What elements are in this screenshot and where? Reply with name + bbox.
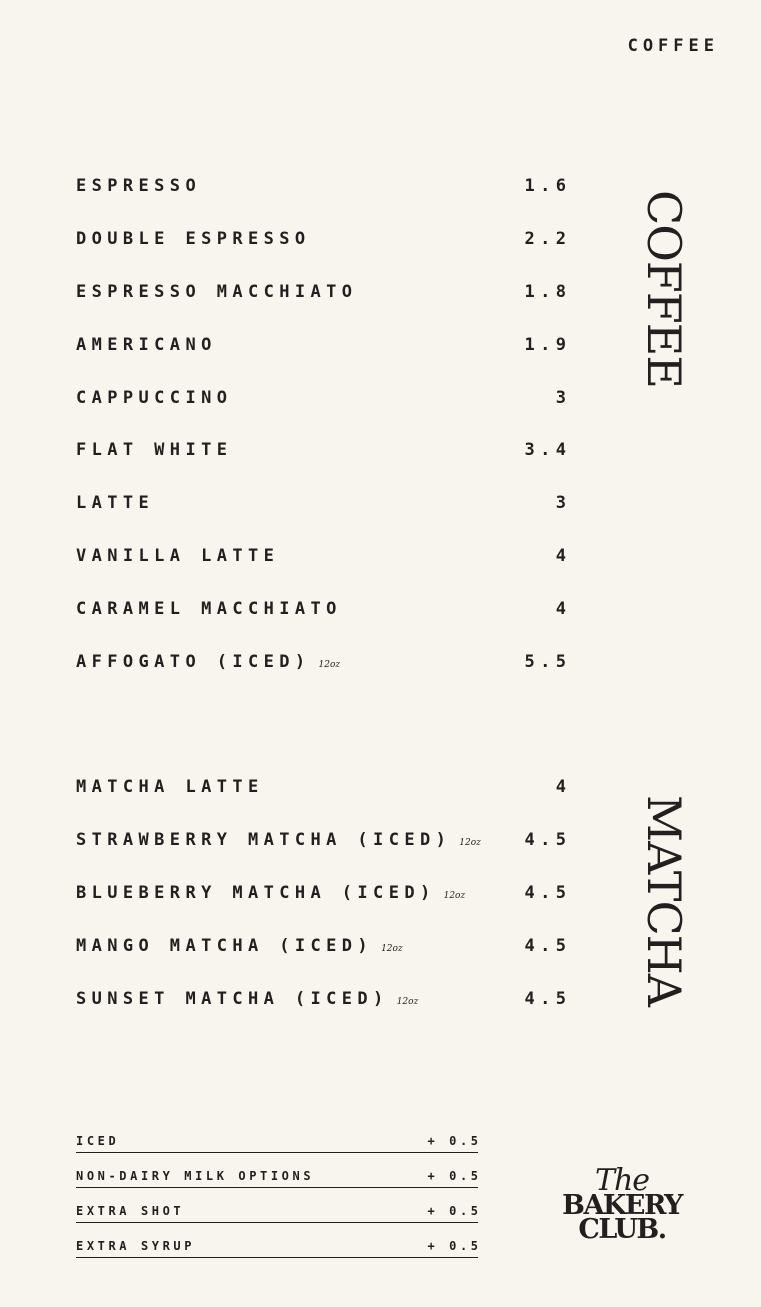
menu-item-price: 4 [555,599,572,620]
extra-option-price: + 0.5 [427,1134,482,1148]
menu-item-name-wrap [76,989,418,1009]
menu-item-name: AMERICANO [76,334,217,355]
menu-item [76,546,572,599]
menu-item-name-wrap [76,652,340,672]
menu-item [76,935,572,989]
menu-item-name: FLAT WHITE [76,440,233,461]
menu-item-name-wrap [76,883,465,903]
menu-item-name: CARAMEL MACCHIATO [76,599,342,620]
menu-item [76,652,572,705]
menu-item [76,829,572,883]
menu-item-name-wrap [76,936,403,956]
menu-item-name-wrap [76,777,264,797]
menu-item-name: AFFOGATO (ICED) [76,652,311,673]
menu-item [76,228,572,282]
menu-item-price: 3.4 [524,440,572,461]
menu-item-price: 4 [555,546,572,567]
extra-option-name: ICED [76,1134,120,1148]
logo-line-1: The [594,1163,650,1198]
menu-item-name-wrap [76,176,201,196]
extra-option-price: + 0.5 [427,1204,482,1218]
menu-item-price: 3 [555,493,572,514]
menu-item-price: 4 [555,777,572,797]
menu-item [76,281,572,335]
menu-item [76,387,572,441]
extra-option-name: EXTRA SYRUP [76,1239,196,1253]
menu-item-name: SUNSET MATCHA (ICED) [76,988,389,1009]
extra-option-name: EXTRA SHOT [76,1204,185,1218]
menu-item-name-wrap [76,335,217,355]
matcha-menu-list [76,777,572,1041]
menu-item-name: CAPPUCCINO [76,387,233,408]
menu-item-price: 5.5 [524,652,572,673]
menu-item-price: 1.8 [524,281,572,302]
menu-item-price: 4.5 [524,882,572,903]
extra-option [76,1153,482,1188]
menu-item [76,988,572,1042]
menu-item-name: ESPRESSO MACCHIATO [76,281,358,302]
extra-option [76,1223,482,1258]
menu-item-name-wrap [76,229,311,249]
menu-item-name-wrap [76,388,232,408]
menu-item-price: 1.6 [524,176,572,196]
menu-item-price: 4.5 [524,829,572,850]
menu-item [76,334,572,388]
coffee-section-label: COFFEE [637,190,691,388]
menu-item [76,599,572,652]
logo-line-3: CLUB. [578,1214,666,1245]
menu-item-size: 12oz [396,996,419,1007]
menu-item [76,777,572,830]
menu-item-size: 12oz [443,890,466,901]
menu-item-name: STRAWBERRY MATCHA (ICED) [76,829,452,850]
menu-item-name-wrap [76,830,481,850]
extra-option-name: NON-DAIRY MILK OPTIONS [76,1169,315,1183]
menu-item-size: 12oz [318,660,341,671]
menu-item-name: ESPRESSO [76,176,202,196]
menu-item-name: VANILLA LATTE [76,546,280,567]
menu-item-size: 12oz [381,943,403,954]
menu-item-name-wrap [76,493,154,513]
menu-item-price: 3 [555,387,572,408]
menu-item-price: 2.2 [524,228,572,249]
extras-list [76,1118,482,1258]
menu-item [76,176,572,229]
logo-line-2: BAKERY [562,1190,682,1221]
menu-item-size: 12oz [459,837,481,848]
menu-item-name: MATCHA LATTE [76,777,264,797]
menu-item-price: 4.5 [524,935,572,956]
menu-item-price: 4.5 [524,988,572,1009]
menu-item-name-wrap [76,440,232,460]
extra-option-price: + 0.5 [427,1239,482,1253]
extra-option-price: + 0.5 [427,1169,482,1183]
menu-item-name: BLUEBERRY MATCHA (ICED) [76,882,436,903]
menu-item-name: LATTE [76,493,155,514]
matcha-section-label: MATCHA [637,795,691,1007]
extra-option [76,1188,482,1223]
menu-item-name: DOUBLE ESPRESSO [76,228,311,249]
menu-item-name-wrap [76,282,357,302]
page-title: COFFEE [627,36,719,56]
menu-item-name-wrap [76,599,342,619]
menu-item [76,440,572,493]
menu-item [76,493,572,546]
bakery-club-logo [552,1163,692,1245]
menu-item-name-wrap [76,546,279,566]
extra-option [76,1118,482,1153]
coffee-menu-list [76,176,572,705]
menu-item [76,882,572,936]
menu-item-price: 1.9 [524,334,572,355]
menu-item-name: MANGO MATCHA (ICED) [76,935,374,956]
